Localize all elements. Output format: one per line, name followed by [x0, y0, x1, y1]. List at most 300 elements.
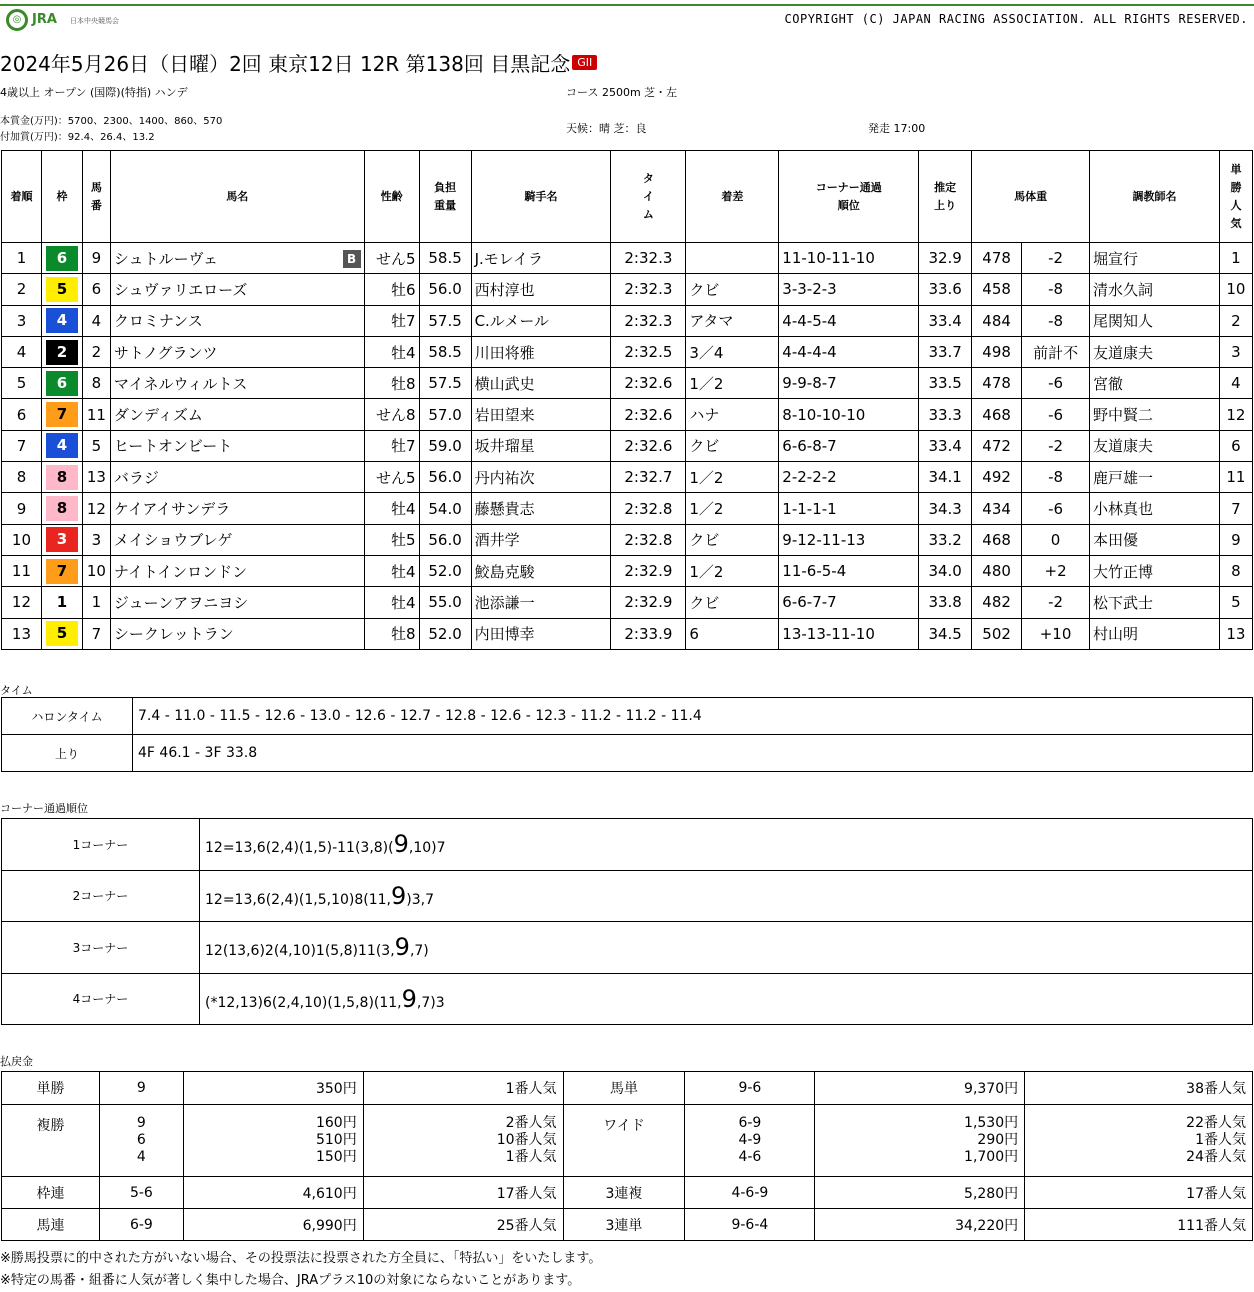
result-row	[2, 274, 1253, 305]
payout-table	[1, 1071, 1253, 1241]
result-waku	[41, 368, 82, 399]
result-pop: 13	[1219, 618, 1252, 649]
result-weight: 54.0	[419, 493, 471, 524]
result-sexage: 牡8	[364, 618, 419, 649]
result-last3f: 33.3	[919, 399, 972, 430]
wide-pay: 1,700円	[964, 1149, 1019, 1165]
result-waku	[41, 524, 82, 555]
umaren-label: 馬連	[2, 1209, 100, 1241]
result-rank: 6	[2, 399, 42, 430]
result-margin: 1／2	[686, 555, 779, 586]
horse-name: ジューンアヲニヨシ	[113, 593, 249, 612]
horse-name: ダンディズム	[113, 406, 203, 425]
payout-row-2	[2, 1105, 1253, 1177]
result-margin: 1／2	[686, 462, 779, 493]
result-waku	[41, 618, 82, 649]
waku-badge: 8	[46, 496, 78, 521]
sanrentan-num: 9-6-4	[685, 1209, 815, 1241]
result-corner: 6-6-7-7	[779, 587, 919, 618]
result-body-weight: 468	[972, 524, 1022, 555]
waku-badge: 2	[46, 340, 78, 365]
corner-order	[200, 819, 1253, 871]
umatan-pay: 9,370円	[815, 1072, 1025, 1105]
time-table	[1, 697, 1253, 772]
agari-label: 上り	[2, 735, 133, 772]
result-pop: 6	[1219, 430, 1252, 461]
result-corner: 4-4-4-4	[779, 336, 919, 367]
result-time: 2:32.3	[611, 243, 686, 274]
result-row	[2, 587, 1253, 618]
result-trainer: 宮徹	[1090, 368, 1220, 399]
result-last3f: 33.5	[919, 368, 972, 399]
results-table	[1, 150, 1253, 650]
result-last3f: 34.5	[919, 618, 972, 649]
result-trainer: 鹿戸雄一	[1090, 462, 1220, 493]
result-horse	[110, 368, 364, 399]
result-weight: 55.0	[419, 587, 471, 618]
agari-row	[2, 735, 1253, 772]
result-weight: 57.5	[419, 305, 471, 336]
result-margin: アタマ	[686, 305, 779, 336]
result-last3f: 33.6	[919, 274, 972, 305]
wide-pop: 1番人気	[1195, 1132, 1246, 1148]
corner-row	[2, 973, 1253, 1025]
result-horse	[110, 493, 364, 524]
result-rank: 12	[2, 587, 42, 618]
result-margin: クビ	[686, 587, 779, 618]
result-horse	[110, 462, 364, 493]
header-pop-text: 単勝人気	[1230, 162, 1242, 230]
fukusho-nums	[99, 1105, 183, 1177]
result-horse	[110, 274, 364, 305]
result-corner: 6-6-8-7	[779, 430, 919, 461]
result-body-weight: 434	[972, 493, 1022, 524]
wakuren-pop: 17番人気	[363, 1177, 563, 1209]
race-title-text: 2024年5月26日（日曜）2回 東京12日 12R 第138回 目黒記念	[0, 52, 571, 76]
horse-name: シークレットラン	[113, 625, 234, 644]
result-pop: 7	[1219, 493, 1252, 524]
result-pop: 2	[1219, 305, 1252, 336]
result-row	[2, 493, 1253, 524]
waku-badge: 4	[46, 308, 78, 333]
result-time: 2:32.6	[611, 368, 686, 399]
weather: 天候：晴 芝：良	[566, 122, 647, 135]
result-weight: 57.5	[419, 368, 471, 399]
note-line-2: ※特定の馬番・組番に人気が著しく集中した場合、JRAプラス10の対象にならないことがあります。	[0, 1273, 581, 1288]
result-sexage: 牡4	[364, 555, 419, 586]
header-num-text: 馬番	[90, 180, 102, 212]
corner-winner-num: 9	[391, 881, 407, 910]
result-last3f: 34.3	[919, 493, 972, 524]
result-num: 6	[82, 274, 110, 305]
results-body	[2, 243, 1253, 650]
result-last3f: 33.4	[919, 430, 972, 461]
logo-text: JRA	[32, 12, 57, 27]
header-waku: 枠	[41, 151, 82, 243]
result-row	[2, 305, 1253, 336]
result-corner: 4-4-5-4	[779, 305, 919, 336]
tansho-pay: 350円	[183, 1072, 363, 1105]
result-trainer: 村山明	[1090, 618, 1220, 649]
result-num: 8	[82, 368, 110, 399]
result-sexage: 牡6	[364, 274, 419, 305]
results-header-row	[2, 151, 1253, 243]
sanrenpuku-pop: 17番人気	[1025, 1177, 1253, 1209]
result-weight: 52.0	[419, 555, 471, 586]
result-last3f: 33.8	[919, 587, 972, 618]
result-jockey: 岩田望来	[471, 399, 611, 430]
fukusho-pops	[363, 1105, 563, 1177]
result-waku	[41, 587, 82, 618]
result-pop: 5	[1219, 587, 1252, 618]
result-weight: 59.0	[419, 430, 471, 461]
corner-order	[200, 922, 1253, 974]
header-rank: 着順	[2, 151, 42, 243]
header-weight-text: 負担重量	[434, 180, 457, 212]
result-num: 4	[82, 305, 110, 336]
result-time: 2:32.7	[611, 462, 686, 493]
horse-name: ケイアイサンデラ	[113, 500, 231, 519]
furlong-row	[2, 698, 1253, 735]
wide-nums	[685, 1105, 815, 1177]
corner-winner-num: 9	[401, 984, 417, 1013]
fukusho-pop: 2番人気	[505, 1115, 557, 1131]
result-rank: 3	[2, 305, 42, 336]
fukusho-label: 複勝	[2, 1105, 100, 1177]
header-time-text: タイム	[642, 171, 654, 221]
result-margin: クビ	[686, 524, 779, 555]
result-body-weight-diff: -2	[1022, 243, 1090, 274]
result-sexage: 牡4	[364, 587, 419, 618]
sanrenpuku-num: 4-6-9	[685, 1177, 815, 1209]
result-time: 2:32.8	[611, 493, 686, 524]
tansho-num: 9	[99, 1072, 183, 1105]
header-bar	[0, 0, 1254, 40]
result-rank: 4	[2, 336, 42, 367]
sanrentan-label: 3連単	[563, 1209, 685, 1241]
result-num: 13	[82, 462, 110, 493]
result-body-weight: 478	[972, 368, 1022, 399]
result-pop: 11	[1219, 462, 1252, 493]
result-margin: 3／4	[686, 336, 779, 367]
result-corner: 8-10-10-10	[779, 399, 919, 430]
result-jockey: C.ルメール	[471, 305, 611, 336]
result-body-weight: 478	[972, 243, 1022, 274]
result-body-weight-diff: 0	[1022, 524, 1090, 555]
result-corner: 9-12-11-13	[779, 524, 919, 555]
result-time: 2:32.8	[611, 524, 686, 555]
result-weight: 52.0	[419, 618, 471, 649]
logo-subtext: 日本中央競馬会	[70, 17, 119, 25]
race-course: コース 2500m 芝・左	[566, 86, 678, 99]
umatan-num: 9-6	[685, 1072, 815, 1105]
fukusho-num: 9	[136, 1115, 146, 1131]
result-body-weight-diff: 前計不	[1022, 336, 1090, 367]
result-body-weight: 502	[972, 618, 1022, 649]
result-corner: 9-9-8-7	[779, 368, 919, 399]
tansho-label: 単勝	[2, 1072, 100, 1105]
umatan-pop: 38番人気	[1025, 1072, 1253, 1105]
result-horse	[110, 555, 364, 586]
header-body: 馬体重	[972, 151, 1090, 243]
wide-pay: 290円	[977, 1132, 1019, 1148]
start-time: 発走 17:00	[868, 122, 926, 135]
result-weight: 56.0	[419, 274, 471, 305]
blinker-icon: B	[343, 250, 361, 268]
result-corner: 3-3-2-3	[779, 274, 919, 305]
result-waku	[41, 430, 82, 461]
result-body-weight: 468	[972, 399, 1022, 430]
result-time: 2:32.9	[611, 587, 686, 618]
race-conditions: 4歳以上 オープン (国際)(特指) ハンデ	[0, 86, 188, 99]
result-sexage: 牡7	[364, 305, 419, 336]
wide-pop: 24番人気	[1186, 1149, 1246, 1165]
result-num: 2	[82, 336, 110, 367]
result-last3f: 33.2	[919, 524, 972, 555]
header-weight	[419, 151, 471, 243]
umaren-pop: 25番人気	[363, 1209, 563, 1241]
wide-num: 6-9	[738, 1115, 762, 1131]
result-waku	[41, 462, 82, 493]
result-rank: 9	[2, 493, 42, 524]
horse-name: ナイトインロンドン	[113, 562, 248, 581]
wide-label: ワイド	[563, 1105, 685, 1177]
result-time: 2:32.3	[611, 305, 686, 336]
result-time: 2:32.6	[611, 399, 686, 430]
result-margin: クビ	[686, 274, 779, 305]
result-num: 5	[82, 430, 110, 461]
result-margin: 6	[686, 618, 779, 649]
payout-section-label: 払戻金	[0, 1055, 33, 1068]
wide-pay: 1,530円	[964, 1115, 1019, 1131]
horse-name: バラジ	[113, 468, 159, 487]
result-time: 2:32.6	[611, 430, 686, 461]
corner-order	[200, 870, 1253, 922]
waku-badge: 5	[46, 277, 78, 302]
result-rank: 2	[2, 274, 42, 305]
result-weight: 56.0	[419, 524, 471, 555]
result-sexage: せん8	[364, 399, 419, 430]
result-body-weight: 480	[972, 555, 1022, 586]
result-body-weight-diff: -6	[1022, 399, 1090, 430]
result-body-weight-diff: -6	[1022, 493, 1090, 524]
corner-label: 3コーナー	[2, 922, 200, 974]
waku-badge: 5	[46, 621, 78, 646]
payout-row-4	[2, 1209, 1253, 1241]
corner-order-text: 12=13,6(2,4)(1,5,10)8(11,	[205, 891, 391, 908]
horse-name: メイショウブレゲ	[113, 531, 233, 550]
result-last3f: 32.9	[919, 243, 972, 274]
result-horse	[110, 243, 364, 274]
result-jockey: 藤懸貴志	[471, 493, 611, 524]
result-row	[2, 399, 1253, 430]
result-pop: 9	[1219, 524, 1252, 555]
corner-section-label: コーナー通過順位	[0, 802, 88, 815]
sanrentan-pop: 111番人気	[1025, 1209, 1253, 1241]
header-last3f-text: 推定上り	[934, 180, 957, 212]
result-body-weight: 458	[972, 274, 1022, 305]
result-trainer: 尾関知人	[1090, 305, 1220, 336]
sanrenpuku-label: 3連複	[563, 1177, 685, 1209]
header-time	[611, 151, 686, 243]
result-body-weight: 498	[972, 336, 1022, 367]
corner-order-text: 12(13,6)2(4,10)1(5,8)11(3,	[205, 943, 395, 960]
result-body-weight-diff: -6	[1022, 368, 1090, 399]
result-rank: 10	[2, 524, 42, 555]
result-jockey: 西村淳也	[471, 274, 611, 305]
result-pop: 12	[1219, 399, 1252, 430]
corner-winner-num: 9	[393, 830, 409, 859]
agari-times: 4F 46.1 - 3F 33.8	[133, 735, 1253, 772]
wide-pop: 22番人気	[1186, 1115, 1246, 1131]
corner-body	[2, 819, 1253, 1025]
result-body-weight: 484	[972, 305, 1022, 336]
result-pop: 8	[1219, 555, 1252, 586]
header-trainer: 調教師名	[1090, 151, 1220, 243]
result-row	[2, 430, 1253, 461]
fukusho-pays	[183, 1105, 363, 1177]
result-num: 10	[82, 555, 110, 586]
waku-badge: 1	[46, 590, 78, 615]
result-waku	[41, 243, 82, 274]
result-last3f: 33.4	[919, 305, 972, 336]
race-title	[0, 48, 597, 77]
furlong-times: 7.4 - 11.0 - 11.5 - 12.6 - 13.0 - 12.6 - 12.7 - 12.8 - 12.6 - 12.3 - 11.2 - 11.2 - 11.4	[133, 698, 1253, 735]
result-num: 9	[82, 243, 110, 274]
corner-label: 2コーナー	[2, 870, 200, 922]
corner-row	[2, 819, 1253, 871]
result-row	[2, 368, 1253, 399]
corner-label: 1コーナー	[2, 819, 200, 871]
wide-pays	[815, 1105, 1025, 1177]
result-row	[2, 336, 1253, 367]
result-time: 2:32.3	[611, 274, 686, 305]
result-trainer: 堀宣行	[1090, 243, 1220, 274]
result-sexage: 牡8	[364, 368, 419, 399]
time-section-label: タイム	[0, 684, 33, 697]
result-margin: ハナ	[686, 399, 779, 430]
fukusho-pop: 10番人気	[496, 1132, 557, 1148]
result-pop: 1	[1219, 243, 1252, 274]
corner-order-text: )3,7	[406, 891, 435, 908]
result-trainer: 小林真也	[1090, 493, 1220, 524]
header-last3f	[919, 151, 972, 243]
result-horse	[110, 587, 364, 618]
wakuren-pay: 4,610円	[183, 1177, 363, 1209]
result-num: 3	[82, 524, 110, 555]
result-weight: 56.0	[419, 462, 471, 493]
result-body-weight-diff: -2	[1022, 587, 1090, 618]
result-last3f: 33.7	[919, 336, 972, 367]
result-margin: 1／2	[686, 368, 779, 399]
corner-order	[200, 973, 1253, 1025]
result-trainer: 友道康夫	[1090, 430, 1220, 461]
fukusho-num: 6	[136, 1132, 146, 1148]
waku-badge: 6	[46, 246, 78, 271]
result-horse	[110, 305, 364, 336]
result-waku	[41, 399, 82, 430]
result-row	[2, 618, 1253, 649]
corner-order-text: ,7)	[409, 943, 429, 960]
result-horse	[110, 618, 364, 649]
header-corner-text: コーナー通過順位	[815, 180, 882, 212]
wide-pops	[1025, 1105, 1253, 1177]
fukusho-pay: 160円	[315, 1115, 357, 1131]
result-margin: クビ	[686, 430, 779, 461]
result-body-weight-diff: -8	[1022, 305, 1090, 336]
result-corner: 2-2-2-2	[779, 462, 919, 493]
result-corner: 13-13-11-10	[779, 618, 919, 649]
result-margin: 1／2	[686, 493, 779, 524]
result-row	[2, 462, 1253, 493]
note-line-1: ※勝馬投票に的中された方がいない場合、その投票法に投票された方全員に、「特払い」をいたします。	[0, 1251, 602, 1266]
result-row	[2, 243, 1253, 274]
fukusho-num: 4	[136, 1149, 146, 1165]
grade-badge: GII	[572, 55, 597, 70]
result-num: 1	[82, 587, 110, 618]
result-num: 7	[82, 618, 110, 649]
result-trainer: 大竹正博	[1090, 555, 1220, 586]
waku-badge: 8	[46, 465, 78, 490]
result-body-weight: 482	[972, 587, 1022, 618]
corner-row	[2, 922, 1253, 974]
result-rank: 7	[2, 430, 42, 461]
fukusho-pay: 150円	[315, 1149, 357, 1165]
result-last3f: 34.1	[919, 462, 972, 493]
result-jockey: 丹内祐次	[471, 462, 611, 493]
corner-order-text: (*12,13)6(2,4,10)(1,5,8)(11,	[205, 994, 402, 1011]
jra-logo-icon: ◎	[6, 9, 28, 31]
wide-num: 4-9	[738, 1132, 762, 1148]
result-corner: 11-10-11-10	[779, 243, 919, 274]
umaren-num: 6-9	[99, 1209, 183, 1241]
result-margin	[686, 243, 779, 274]
prize-extra: 付加賞(万円)：92.4、26.4、13.2	[0, 132, 155, 143]
corner-table	[1, 818, 1253, 1025]
result-num: 11	[82, 399, 110, 430]
result-horse	[110, 430, 364, 461]
result-sexage: せん5	[364, 462, 419, 493]
copyright-text: COPYRIGHT (C) JAPAN RACING ASSOCIATION. ALL RIGHTS RESERVED.	[784, 12, 1248, 26]
umatan-label: 馬単	[563, 1072, 685, 1105]
result-weight: 58.5	[419, 336, 471, 367]
result-body-weight: 472	[972, 430, 1022, 461]
header-jockey: 騎手名	[471, 151, 611, 243]
result-last3f: 34.0	[919, 555, 972, 586]
result-jockey: 川田将雅	[471, 336, 611, 367]
result-jockey: 内田博幸	[471, 618, 611, 649]
header-sexage: 性齢	[364, 151, 419, 243]
result-rank: 8	[2, 462, 42, 493]
result-weight: 58.5	[419, 243, 471, 274]
result-corner: 11-6-5-4	[779, 555, 919, 586]
result-jockey: 坂井瑠星	[471, 430, 611, 461]
result-jockey: 酒井学	[471, 524, 611, 555]
fukusho-pay: 510円	[315, 1132, 357, 1148]
result-horse	[110, 524, 364, 555]
result-horse	[110, 399, 364, 430]
waku-badge: 4	[46, 433, 78, 458]
header-pop	[1219, 151, 1252, 243]
horse-name: サトノグランツ	[113, 343, 218, 362]
result-time: 2:32.9	[611, 555, 686, 586]
result-waku	[41, 555, 82, 586]
result-sexage: せん5	[364, 243, 419, 274]
result-waku	[41, 336, 82, 367]
waku-badge: 3	[46, 527, 78, 552]
result-num: 12	[82, 493, 110, 524]
result-jockey: 鮫島克駿	[471, 555, 611, 586]
